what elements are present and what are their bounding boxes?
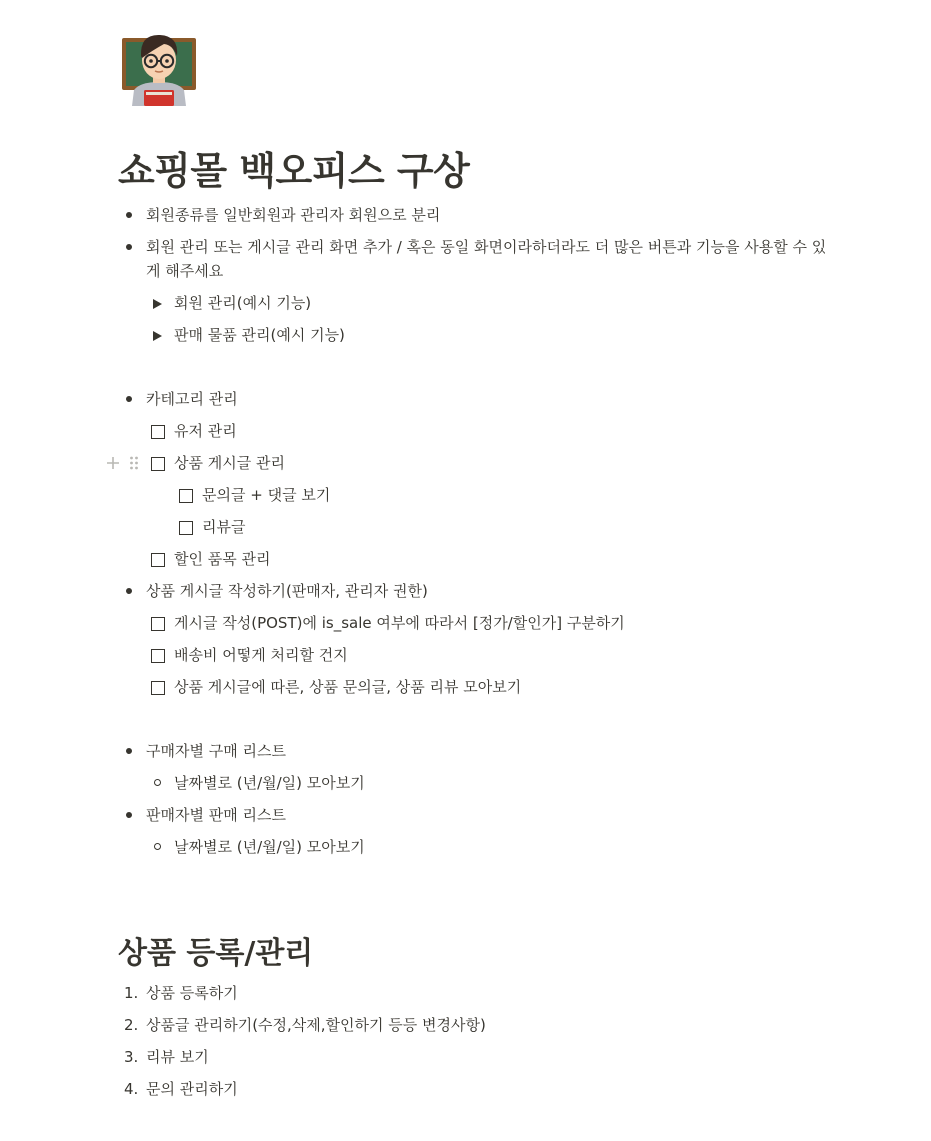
todo-checkbox[interactable] [151,681,165,695]
toggle-item[interactable]: 판매 물품 관리(예시 기능) [174,326,345,344]
page-icon[interactable] [120,28,198,106]
bullet-dot [126,396,132,402]
todo-checkbox[interactable] [151,457,165,471]
plus-icon[interactable] [106,455,120,474]
todo-item[interactable]: 게시글 작성(POST)에 is_sale 여부에 따라서 [정가/할인가] 구분하기 [174,614,625,632]
drag-handle-icon[interactable] [129,455,139,475]
todo-checkbox[interactable] [151,553,165,567]
list-item[interactable]: 카테고리 관리 [146,390,238,408]
list-item[interactable]: 회원 관리 또는 게시글 관리 화면 추가 / 혹은 동일 화면이라하더라도 더 많은 버튼과 기능을 사용할 수 있게 해주세요 [146,238,827,280]
todo-checkbox[interactable] [179,489,193,503]
numbered-item[interactable]: 리뷰 보기 [146,1048,209,1066]
toggle-item[interactable]: 회원 관리(예시 기능) [174,294,312,312]
numbered-item[interactable]: 상품 등록하기 [146,984,238,1002]
bullet-dot [126,212,132,218]
numbered-item[interactable]: 문의 관리하기 [146,1080,238,1098]
list-item[interactable]: 판매자별 판매 리스트 [146,806,286,824]
list-item[interactable]: 상품 게시글 작성하기(판매자, 관리자 권한) [146,582,428,600]
bullet-dot [126,748,132,754]
todo-item[interactable]: 문의글 + 댓글 보기 [202,486,331,504]
numbered-item[interactable]: 상품글 관리하기(수정,삭제,할인하기 등등 변경사항) [146,1016,486,1034]
list-item[interactable]: 구매자별 구매 리스트 [146,742,286,760]
list-item[interactable]: 날짜별로 (년/월/일) 모아보기 [174,774,365,792]
todo-item[interactable]: 배송비 어떻게 처리할 건지 [174,646,348,664]
list-item[interactable]: 날짜별로 (년/월/일) 모아보기 [174,838,365,856]
list-number: 3. [124,1048,139,1066]
todo-checkbox[interactable] [151,425,165,439]
toggle-arrow-icon[interactable] [153,299,162,309]
todo-checkbox[interactable] [151,649,165,663]
todo-item[interactable]: 상품 게시글 관리 [174,454,285,472]
todo-checkbox[interactable] [179,521,193,535]
todo-item[interactable]: 리뷰글 [202,518,246,536]
list-number: 4. [124,1080,139,1098]
todo-item[interactable]: 상품 게시글에 따른, 상품 문의글, 상품 리뷰 모아보기 [174,678,522,696]
list-number: 2. [124,1016,139,1034]
todo-checkbox[interactable] [151,617,165,631]
page-title[interactable]: 쇼핑몰 백오피스 구상 [118,149,470,193]
list-number: 1. [124,984,139,1002]
bullet-dot [126,588,132,594]
todo-item[interactable]: 유저 관리 [174,422,237,440]
bullet-dot [126,244,132,250]
list-item[interactable]: 회원종류를 일반회원과 관리자 회원으로 분리 [146,206,441,224]
sub-bullet-circle [154,779,161,786]
section-heading[interactable]: 상품 등록/관리 [118,936,314,971]
todo-item[interactable]: 할인 품목 관리 [174,550,271,568]
sub-bullet-circle [154,843,161,850]
toggle-arrow-icon[interactable] [153,331,162,341]
bullet-dot [126,812,132,818]
